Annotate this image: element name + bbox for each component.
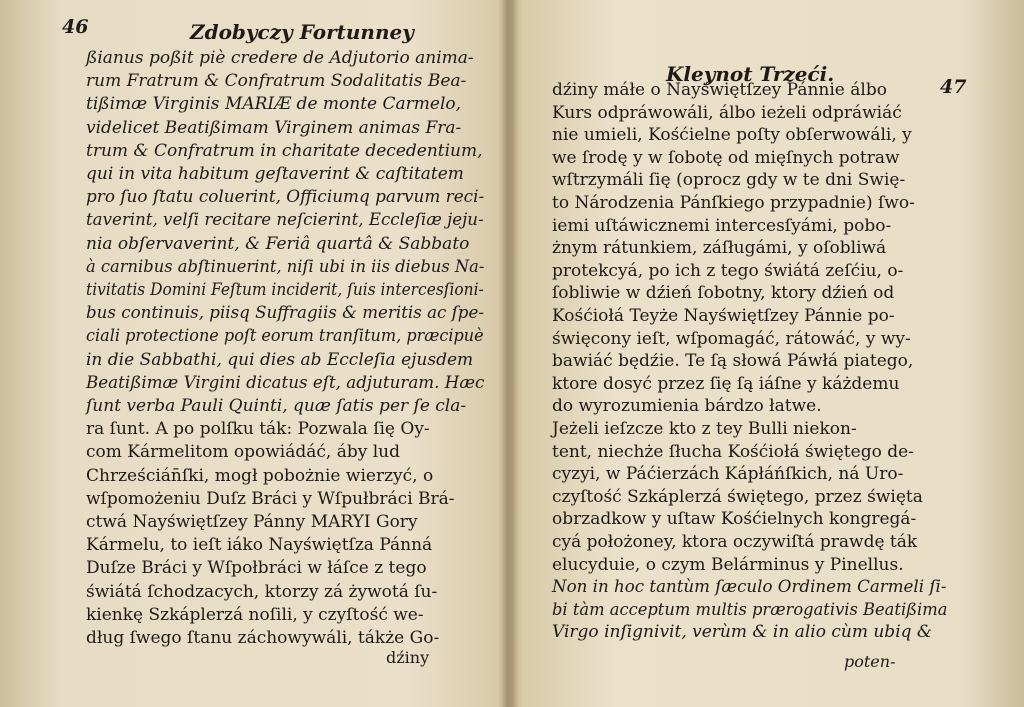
text-line: czyſtość Szkáplerzá świętego, przez święta — [552, 486, 923, 507]
text-line: ſunt verba Pauli Quinti, quæ ſatis per ſe cla- — [86, 396, 467, 416]
text-line: elucyduie, o czym Belárminus y Pinellus. — [552, 554, 904, 575]
text-line: kienkę Szkáplerzá noſili, y czyſtość we- — [86, 604, 424, 625]
text-line: protekcyá, po ich z tego świátá zeſćiu, o- — [552, 260, 904, 281]
text-line: żnym rátunkiem, záſługámi, y oſobliwá — [552, 238, 887, 259]
text-line: ciali protectione poſt eorum tranſitum, præcipuè — [86, 326, 484, 347]
text-line: bus continuis, piisq Suffragiis & meritis ac ſpe- — [86, 303, 484, 324]
text-line: do wyrozumienia bárdzo łatwe. — [552, 396, 822, 417]
text-line: videlicet Beatißimam Virginem animas Fra- — [86, 117, 462, 138]
page-number: 46 — [62, 16, 89, 38]
text-line: świátá ſchodzacych, ktorzy zá żywotá ſu- — [86, 581, 438, 602]
text-line: taverint, velſi recitare neſcierint, Eccleſiæ jeju- — [86, 210, 484, 231]
text-line: obrzadkow y uſtaw Kośćielnych kongregá- — [552, 509, 917, 530]
left-page — [0, 0, 505, 707]
text-line: dług ſwego ſtanu záchowywáli, tákże Go- — [86, 628, 440, 648]
text-line: ßianus poßit piè credere de Adjutorio anima- — [86, 48, 474, 68]
text-line: Chrześcián̄ſki, mogł pobożnie wierzyć, o — [86, 465, 434, 486]
text-line: ra ſunt. A po polſku ták: Pozwala ſię Oy- — [86, 419, 430, 440]
text-line: tivitatis Domini Feſtum inciderit, ſuis intercesſioni- — [86, 280, 484, 300]
text-line: Kurs odpráwowáli, álbo ieżeli odpráwiáć — [552, 102, 902, 123]
running-head: Kleynot Trzeći. — [666, 62, 835, 86]
text-line: ctwá Nayświętſzey Pánny MARYI Gory — [86, 512, 418, 532]
text-line: rum Fratrum & Confratrum Sodalitatis Bea- — [86, 71, 467, 92]
text-line: Beatißimæ Virgini dicatus eſt, adjuturam. Hæc — [86, 372, 485, 393]
text-line: Virgo inſignivit, verùm & in alio cùm ubiq & — [552, 622, 933, 643]
text-line: in die Sabbathi, qui dies ab Eccleſia ejusdem — [86, 349, 474, 370]
text-line: cyá położoney, ktora oczywiſtá prawdę ták — [552, 532, 918, 552]
text-line: com Kármelitom opowiádáć, áby lud — [86, 442, 401, 463]
text-line: trum & Confratrum in charitate decedentium, — [86, 140, 483, 161]
text-line: we ſrodę y w ſobotę od mięſnych potraw — [552, 147, 900, 168]
page-number: 47 — [940, 76, 967, 98]
text-line: nie umieli, Kośćielne poſty obſerwowáli, y — [552, 125, 912, 146]
text-line: Duſze Bráci y Wſpołbráci w łáſce z tego — [86, 558, 427, 579]
text-line: ſobliwie w dźień ſobotny, ktory dźień od — [552, 283, 895, 304]
right-page — [512, 0, 1024, 707]
catchword: poten- — [844, 652, 896, 671]
text-line: dźiny máłe o Nayświętſzey Pánnie álbo — [552, 80, 887, 100]
text-line: tent, niechże ſłucha Kośćiołá świętego de- — [552, 441, 914, 462]
text-line: nia obſervaverint, & Feriâ quartâ & Sabbato — [86, 233, 470, 254]
text-line: to Národzenia Pánſkiego przypadnie) ſwo- — [552, 193, 915, 213]
catchword: dźiny — [386, 648, 430, 667]
text-line: wſtrzymáli ſię (oprocz gdy w te dni Swię- — [552, 170, 906, 191]
text-line: tißimæ Virginis MARIÆ de monte Carmelo, — [86, 94, 462, 115]
text-line: cyzyi, w Páćierzách Kápłáńſkich, ná Uro- — [552, 464, 904, 485]
text-line: ktore dosyć przez ſię ſą iáſne y káżdemu — [552, 373, 900, 394]
text-line: iemi uſtáwicznemi intercesſyámi, pobo- — [552, 215, 892, 236]
text-line: pro ſuo ſtatu coluerint, Officiumq parvum reci- — [86, 187, 485, 208]
text-line: bawiáć będźie. Te ſą słowá Páwłá piatego, — [552, 351, 914, 372]
text-line: qui in vita habitum geſtaverint & caſtitatem — [86, 164, 464, 184]
text-line: wſpomożeniu Duſz Bráci y Wſpułbráci Brá- — [86, 488, 455, 509]
text-line: bi tàm acceptum multis prærogativis Beatißima — [552, 599, 948, 620]
text-line: Non in hoc tantùm ſæculo Ordinem Carmeli ſi- — [552, 577, 947, 598]
text-line: à carnibus abſtinuerint, niſi ubi in iis diebus Na- — [86, 256, 485, 277]
text-line: Kármelu, to ieſt iáko Nayświętſza Pánná — [86, 535, 433, 556]
running-head: Zdobyczy Fortunney — [190, 20, 414, 44]
text-line: Kośćiołá Teyże Nayświętſzey Pánnie po- — [552, 306, 895, 326]
text-line: święcony ieſt, wſpomagáć, rátowáć, y wy- — [552, 328, 911, 349]
text-line: Jeżeli ieſzcze kto z tey Bulli niekon- — [552, 419, 857, 439]
